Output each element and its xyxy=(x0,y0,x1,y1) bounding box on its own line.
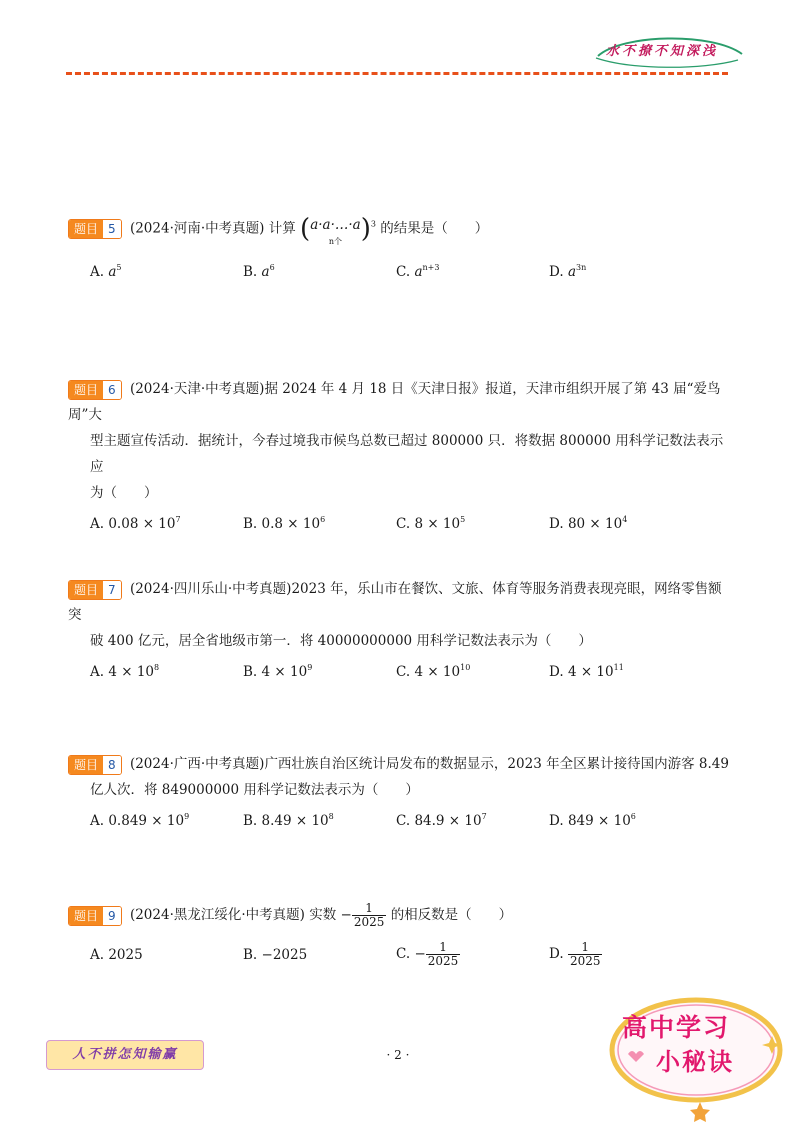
question-text-line: 破 400 亿元，居全省地级市第一．将 40000000000 用科学记数法表示为（ ） xyxy=(90,633,592,649)
question-6 xyxy=(68,376,730,542)
option-b[interactable]: B. $4 \times 10^9$ xyxy=(243,663,313,680)
option-b[interactable]: B. $a^6$ xyxy=(243,263,275,280)
options-row xyxy=(68,664,730,690)
option-d[interactable]: D. $\frac{1}{2025}$ xyxy=(549,940,601,968)
option-d[interactable]: D. $4 \times 10^{11}$ xyxy=(549,663,624,680)
study-tips-stamp xyxy=(604,994,792,1122)
question-5: 题目 5 (2024·河南·中考真题) 计算 ( a·a·…·a n个 )$^3$ 的结果是（ ） A. $a^5$ B. $a^6$ C. $a^{n+3}$ D. $a^{3n}$ xyxy=(68,212,730,290)
options-row xyxy=(68,940,730,973)
question-text: 广西壮族自治区统计局发布的数据显示，2023 年全区累计接待国内游客 8.49 xyxy=(264,756,729,772)
question-text-tail: 的结果是（ ） xyxy=(380,220,489,237)
option-d[interactable]: D. $849 \times 10^6$ xyxy=(549,812,636,829)
option-d[interactable]: D. $80 \times 10^4$ xyxy=(549,515,628,532)
header-motto-text: 水不撩不知深浅 xyxy=(606,44,719,59)
question-text: 2023 年，乐山市在餐饮、文旅、体育等服务消费表现亮眼，网络零售额突 xyxy=(68,581,722,623)
question-badge: 题目 5 xyxy=(68,219,122,239)
option-a[interactable]: A. $4 \times 10^8$ xyxy=(90,663,160,680)
underbrace-expression: a·a·…·a n个 xyxy=(310,217,361,246)
question-7 xyxy=(68,576,730,690)
option-b[interactable]: B. $8.49 \times 10^8$ xyxy=(243,812,334,829)
question-text-line: 为（ ） xyxy=(90,485,158,501)
option-c[interactable]: C. $a^{n+3}$ xyxy=(396,263,440,280)
question-text-tail: 的相反数是（ ） xyxy=(390,907,513,923)
question-source: (2024·天津·中考真题) xyxy=(129,381,265,397)
page-number: · 2 · xyxy=(386,1048,410,1062)
option-c[interactable]: C. $4 \times 10^{10}$ xyxy=(396,663,471,680)
question-text: 据 2024 年 4 月 18 日《天津日报》报道，天津市组织开展了第 43 届“爱鸟周”大 xyxy=(68,381,721,423)
question-badge: 题目 7 xyxy=(68,580,122,600)
option-b[interactable]: B. −2025 xyxy=(243,947,308,963)
question-source: (2024·广西·中考真题) xyxy=(129,756,265,772)
question-badge: 题目 9 xyxy=(68,906,122,926)
header-motto xyxy=(592,34,748,68)
option-d[interactable]: D. $a^{3n}$ xyxy=(549,263,587,280)
question-source: (2024·河南·中考真题) xyxy=(129,220,265,237)
stamp-line-2: 小秘诀 xyxy=(656,1048,734,1076)
question-text-line: 亿人次．将 849000000 用科学记数法表示为（ ） xyxy=(90,782,419,798)
option-a[interactable]: A. $0.08 \times 10^7$ xyxy=(90,515,181,532)
option-c[interactable]: C. $84.9 \times 10^7$ xyxy=(396,812,487,829)
question-source: (2024·四川乐山·中考真题) xyxy=(129,581,292,597)
stamp-line-1: 高中学习 xyxy=(622,1013,731,1042)
option-a[interactable]: A. $0.849 \times 10^9$ xyxy=(90,812,190,829)
footer-motto: 人不拼怎知输赢 xyxy=(46,1040,204,1070)
question-text: 计算 xyxy=(268,220,296,237)
option-a[interactable]: A. 2025 xyxy=(90,947,143,963)
option-a[interactable]: A. $a^5$ xyxy=(90,263,122,280)
option-b[interactable]: B. $0.8 \times 10^6$ xyxy=(243,515,326,532)
header-dashed-rule xyxy=(66,72,728,75)
option-c[interactable]: C. $8 \times 10^5$ xyxy=(396,515,466,532)
question-text-line: 型主题宣传活动．据统计，今春过境我市候鸟总数已超过 800000 只．将数据 800000 用科学记数法表示应 xyxy=(90,433,724,475)
question-badge: 题目 6 xyxy=(68,380,122,400)
question-9 xyxy=(68,902,730,973)
option-c[interactable]: C. − $\frac{1}{2025}$ xyxy=(396,940,459,968)
fraction: $\frac{1}{2025}$ xyxy=(353,901,385,929)
question-source: (2024·黑龙江绥化·中考真题) xyxy=(129,907,305,923)
options-row xyxy=(68,813,730,839)
question-text: 实数 − xyxy=(309,907,352,923)
options-row xyxy=(68,516,730,542)
question-8 xyxy=(68,751,730,839)
options-row xyxy=(68,264,730,290)
question-badge: 题目 8 xyxy=(68,755,122,775)
